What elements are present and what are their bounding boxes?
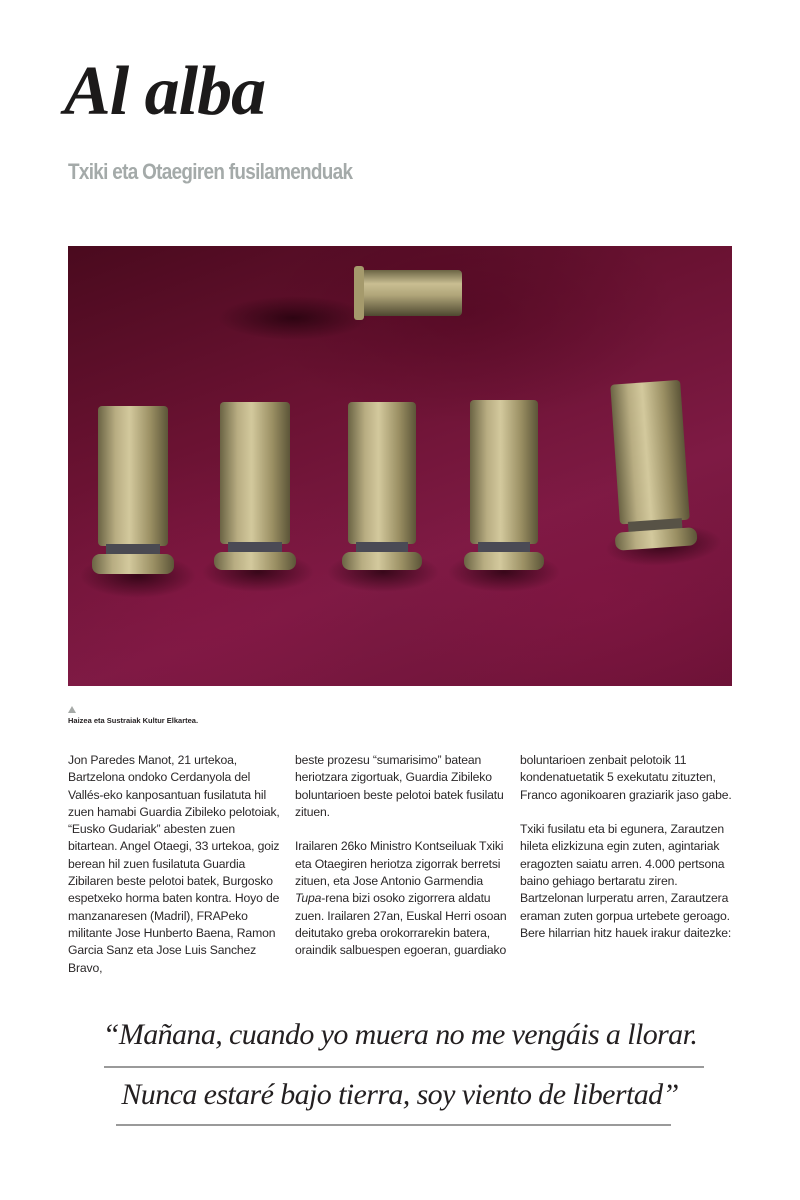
casing-upright-1 [80,406,196,598]
article-subtitle: Txiki eta Otaegiren fusilamenduak [68,159,353,184]
paragraph [520,752,735,804]
casing-upright-5 [594,378,723,570]
pull-quote-line-2: Nunca estaré bajo tierra, soy viento de libertad” [121,1078,679,1111]
article-photo [68,246,732,686]
paragraph-text: Irailaren 26ko Ministro Kontseiluak Txiki eta Otaegiren heriotza zigorrak berretsi zituen, eta Jose Antonio Garmendia [295,839,504,889]
paragraph-text: boluntarioen zenbait pelotoik 11 kondenatuetatik 5 exekutatu zituzten, Franco agonikoaren graziarik jaso gabe. [520,753,732,802]
paragraph [295,752,510,821]
body-column-2 [295,752,510,960]
body-column-3 [520,752,735,942]
quote-divider-2 [116,1124,671,1126]
paragraph [68,752,283,977]
paragraph-text: Jon Paredes Manot, 21 urtekoa, Bartzelona ondoko Cerdanyola del Vallés-eko kanposantuan fusilatuta hil zuen hamabi Guardia Zibileko pelotoiak, “Eusko Gudariak” abesten zuen bitartean. Angel Otaegi, 33 urtekoa, goiz berean hil zuen fusilatuta Guardia Zibilaren beste pelotoi batek, Burgosko espetxeko horma baten kontra. Hoyo de manzanaresen (Madril), FRAPeko militante Jose Hunberto Baena, Ramon Garcia Sanz eta Jose Luis Sanchez Bravo, [68,753,280,975]
photo-credit: Haizea eta Sustraiak Kultur Elkartea. [68,716,199,725]
paragraph-text: Txiki fusilatu eta bi egunera, Zarautzen hileta elizkizuna egin zuten, agintariak eragozten saiatu arren. 4.000 pertsona baino gehiago bertaratu ziren. Bartzelonan lurperatu arren, Zarautzera eraman zuten gorpua urtebete geroago. Bere hilarrian hitz hauek irakur daitezke: [520,822,732,940]
casing-upright-4 [448,400,560,592]
italic-name: Tupa [295,891,322,906]
paragraph-text: -rena bizi osoko zigorrera aldatu zuen. Irailaren 27an, Euskal Herri osoan deitutako greba orokorrarekin batera, oraindik salbuespen egoeran, guardiako [295,891,507,958]
paragraph-text: beste prozesu “sumarisimo” batean heriotzara zigortuak, Guardia Zibileko boluntarioen beste pelotoi batek fusilatu zituen. [295,753,504,819]
quote-divider-1 [104,1066,704,1068]
paragraph [295,838,510,959]
casing-upright-3 [327,402,439,592]
triangle-up-icon [68,706,76,713]
paragraph [520,821,735,942]
body-column-1 [68,752,283,977]
bullet-casings-illustration [68,246,732,686]
casing-upright-2 [202,402,314,592]
article-title: Al alba [64,53,266,130]
pull-quote-line-1: “Mañana, cuando yo muera no me vengáis a llorar. [102,1018,698,1051]
casing-horizontal [218,266,462,340]
